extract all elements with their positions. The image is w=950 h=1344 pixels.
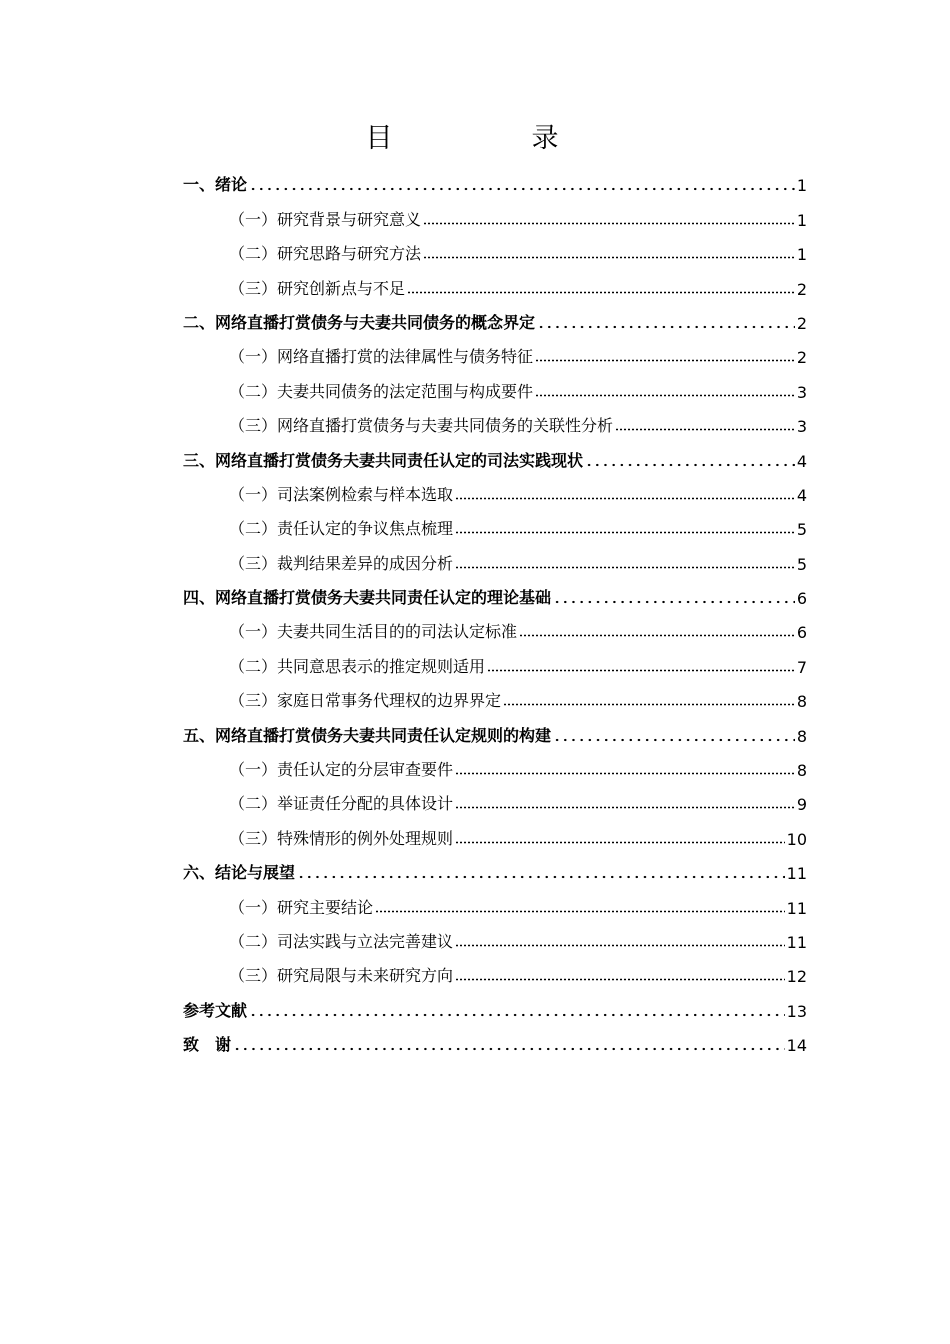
toc-page-number: 11 bbox=[786, 864, 807, 884]
toc-section-entry[interactable] bbox=[183, 402, 807, 436]
toc-section-entry[interactable] bbox=[183, 195, 807, 229]
toc-entry-label: 四、网络直播打赏债务夫妻共同责任认定的理论基础 bbox=[183, 588, 552, 608]
toc-section-entry[interactable] bbox=[183, 264, 807, 298]
toc-entry-label: （一）司法案例检索与样本选取 bbox=[229, 484, 454, 504]
toc-chapter-entry[interactable] bbox=[183, 711, 807, 745]
toc-section-entry[interactable] bbox=[183, 642, 807, 676]
toc-entry-label: （二）研究思路与研究方法 bbox=[229, 244, 422, 264]
toc-entry-label: （二）司法实践与立法完善建议 bbox=[229, 931, 454, 951]
toc-section-entry[interactable] bbox=[183, 952, 807, 986]
toc-page-number: 4 bbox=[796, 485, 807, 505]
toc-entry-label: （一）研究主要结论 bbox=[229, 897, 374, 917]
dot-leader bbox=[455, 566, 795, 569]
toc-page-number: 9 bbox=[796, 795, 807, 815]
toc-page-number: 8 bbox=[796, 726, 807, 746]
dot-leader bbox=[519, 634, 795, 637]
toc-page-number: 7 bbox=[796, 657, 807, 677]
toc-page-number: 8 bbox=[796, 761, 807, 781]
toc-chapter-entry[interactable] bbox=[183, 849, 807, 883]
toc-chapter-entry[interactable] bbox=[183, 299, 807, 333]
toc-page-number: 1 bbox=[796, 210, 807, 230]
toc-page-number: 1 bbox=[796, 176, 807, 196]
toc-section-entry[interactable] bbox=[183, 746, 807, 780]
toc-page-number: 3 bbox=[796, 382, 807, 402]
dot-leader bbox=[455, 944, 785, 947]
toc-section-entry[interactable] bbox=[183, 608, 807, 642]
toc-section-entry[interactable] bbox=[183, 918, 807, 952]
toc-entry-label: 一、绪论 bbox=[183, 175, 248, 195]
toc-section-entry[interactable] bbox=[183, 677, 807, 711]
toc-entry-label: 致 谢 bbox=[183, 1035, 232, 1055]
toc-entry-label: （一）网络直播打赏的法律属性与债务特征 bbox=[229, 347, 534, 367]
toc-entry-label: （二）共同意思表示的推定规则适用 bbox=[229, 656, 486, 676]
toc-section-entry[interactable] bbox=[183, 230, 807, 264]
toc-section-entry[interactable] bbox=[183, 333, 807, 367]
toc-entry-label: （一）研究背景与研究意义 bbox=[229, 209, 422, 229]
dot-leader bbox=[553, 738, 795, 742]
dot-leader bbox=[407, 291, 795, 294]
dot-leader bbox=[537, 325, 795, 329]
toc-section-entry[interactable] bbox=[183, 780, 807, 814]
dot-leader bbox=[455, 806, 795, 809]
toc-page-number: 3 bbox=[796, 417, 807, 437]
dot-leader bbox=[553, 600, 795, 604]
dot-leader bbox=[423, 256, 795, 259]
toc-page-number: 2 bbox=[796, 313, 807, 333]
dot-leader bbox=[233, 1047, 785, 1051]
toc-page-number: 8 bbox=[796, 692, 807, 712]
toc-page-number: 14 bbox=[786, 1036, 807, 1056]
toc-page-number: 11 bbox=[786, 932, 807, 952]
dot-leader bbox=[375, 910, 785, 913]
dot-leader bbox=[615, 428, 795, 431]
toc-section-entry[interactable] bbox=[183, 814, 807, 848]
dot-leader bbox=[249, 1013, 785, 1017]
toc-section-entry[interactable] bbox=[183, 539, 807, 573]
dot-leader bbox=[297, 875, 785, 879]
toc-entry-label: 参考文献 bbox=[183, 1000, 248, 1020]
toc-entry-label: （二）举证责任分配的具体设计 bbox=[229, 794, 454, 814]
dot-leader bbox=[487, 669, 795, 672]
toc-chapter-entry[interactable] bbox=[183, 161, 807, 195]
toc-section-entry[interactable] bbox=[183, 367, 807, 401]
toc-section-entry[interactable] bbox=[183, 883, 807, 917]
toc-entry-label: 五、网络直播打赏债务夫妻共同责任认定规则的构建 bbox=[183, 725, 552, 745]
toc-section-entry[interactable] bbox=[183, 471, 807, 505]
toc-page-number: 6 bbox=[796, 623, 807, 643]
toc-chapter-entry[interactable] bbox=[183, 574, 807, 608]
toc-chapter-entry[interactable] bbox=[183, 1021, 807, 1055]
toc-page-number: 4 bbox=[796, 451, 807, 471]
toc-page-number: 5 bbox=[796, 554, 807, 574]
toc-entry-label: （三）研究局限与未来研究方向 bbox=[229, 966, 454, 986]
toc-entry-label: 六、结论与展望 bbox=[183, 863, 296, 883]
toc-chapter-entry[interactable] bbox=[183, 986, 807, 1020]
dot-leader bbox=[455, 978, 785, 981]
toc-entry-label: （三）研究创新点与不足 bbox=[229, 278, 406, 298]
toc-page-number: 11 bbox=[786, 898, 807, 918]
toc-entry-label: 二、网络直播打赏债务与夫妻共同债务的概念界定 bbox=[183, 312, 536, 332]
dot-leader bbox=[585, 463, 795, 467]
table-of-contents bbox=[183, 161, 807, 1055]
toc-page-number: 2 bbox=[796, 348, 807, 368]
toc-page-number: 5 bbox=[796, 520, 807, 540]
toc-entry-label: 三、网络直播打赏债务夫妻共同责任认定的司法实践现状 bbox=[183, 450, 584, 470]
toc-page-number: 10 bbox=[786, 829, 807, 849]
toc-entry-label: （三）家庭日常事务代理权的边界界定 bbox=[229, 691, 502, 711]
toc-entry-label: （一）责任认定的分层审查要件 bbox=[229, 760, 454, 780]
toc-page-number: 12 bbox=[786, 967, 807, 987]
toc-entry-label: （二）责任认定的争议焦点梳理 bbox=[229, 519, 454, 539]
toc-section-entry[interactable] bbox=[183, 505, 807, 539]
dot-leader bbox=[249, 187, 795, 191]
toc-entry-label: （三）裁判结果差异的成因分析 bbox=[229, 553, 454, 573]
toc-entry-label: （二）夫妻共同债务的法定范围与构成要件 bbox=[229, 381, 534, 401]
toc-entry-label: （三）网络直播打赏债务与夫妻共同债务的关联性分析 bbox=[229, 416, 614, 436]
toc-entry-label: （一）夫妻共同生活目的的司法认定标准 bbox=[229, 622, 518, 642]
toc-page-number: 13 bbox=[786, 1001, 807, 1021]
dot-leader bbox=[455, 841, 785, 844]
dot-leader bbox=[455, 772, 795, 775]
toc-title: 目 录 bbox=[365, 123, 615, 154]
toc-page-number: 6 bbox=[796, 589, 807, 609]
toc-page-number: 1 bbox=[796, 245, 807, 265]
toc-page-number: 2 bbox=[796, 279, 807, 299]
dot-leader bbox=[503, 703, 795, 706]
toc-chapter-entry[interactable] bbox=[183, 436, 807, 470]
dot-leader bbox=[423, 222, 795, 225]
dot-leader bbox=[535, 394, 795, 397]
toc-entry-label: （三）特殊情形的例外处理规则 bbox=[229, 828, 454, 848]
dot-leader bbox=[535, 359, 795, 362]
dot-leader bbox=[455, 497, 795, 500]
dot-leader bbox=[455, 531, 795, 534]
